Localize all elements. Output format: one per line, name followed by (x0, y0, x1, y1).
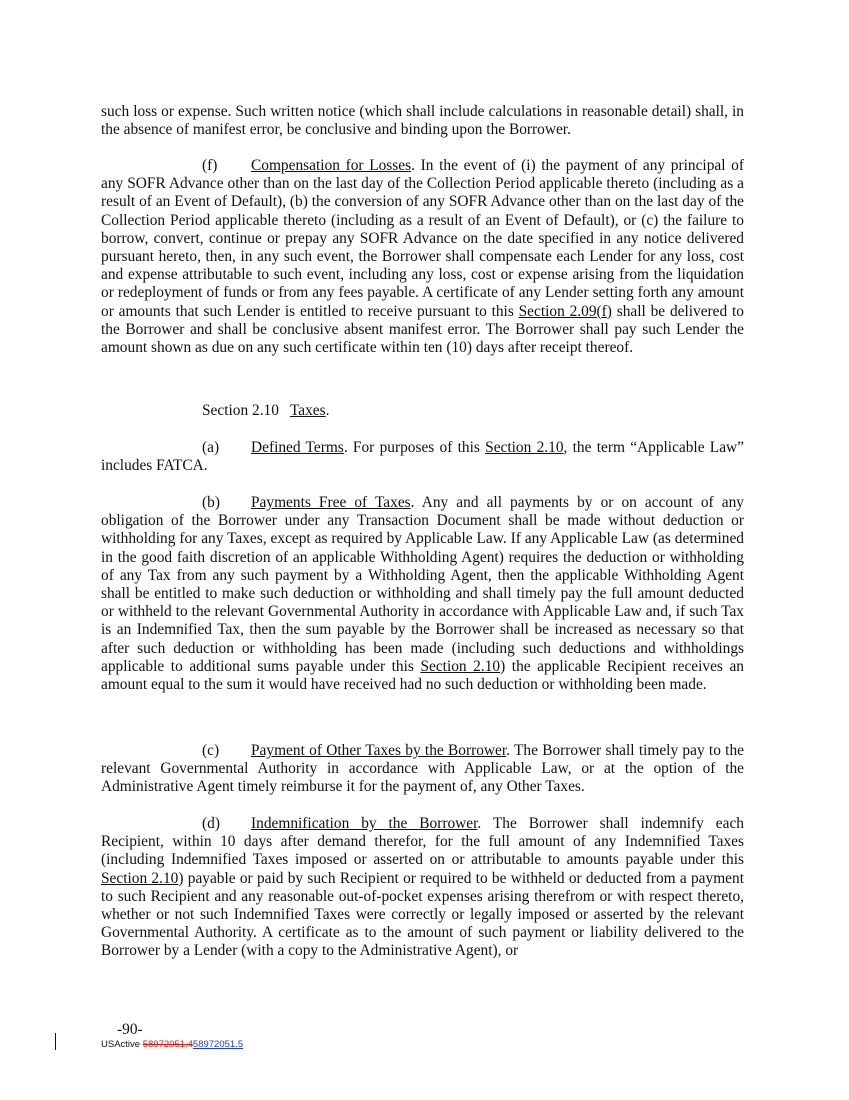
page-number: -90- (117, 1021, 143, 1038)
section-title: Taxes (289, 402, 326, 419)
continuation-paragraph (101, 103, 744, 139)
document-id-inserted: 58972051.5 (192, 1039, 244, 1050)
paragraph-c-heading: Payment of Other Taxes by the Borrower (251, 742, 507, 759)
paragraph-d-number: (d) (202, 815, 220, 832)
paragraph-a-text-1: . For purposes of this (343, 439, 486, 456)
continuation-text: such loss or expense. Such written notice (which shall include calculations in reasonable detail) shall, in the absence of manifest error, be conclusive and binding upon the Borrower. (101, 103, 744, 139)
paragraph-f-section-ref: Section 2.09(f) (518, 302, 612, 320)
paragraph-b-text-1: . Any and all payments by or on account of any obligation of the Borrower under any Transaction Document shall be made without deduction or withholding for any Taxes, except as required by Applicable Law. If any Applicable Law (as determined in the good faith discretion of an applicable Withholding Agent) requires the deduction or withholding of any Tax from any such payment by a Withholding Agent, then the applicable Withholding Agent shall be entitled to make such deduction or withholding and shall timely pay the full amount deducted or withheld to the relevant Governmental Authority in accordance with Applicable Law and, if such Tax is an Indemnified Tax, then the sum payable by the Borrower shall be increased as necessary so that after such deduction or withholding has been made (including such deductions and withholdings applicable to additional sums payable under this (101, 494, 744, 675)
paragraph-a-text-2: , the term “Applicable Law” includes FATCA. (101, 439, 744, 475)
paragraph-b-heading: Payments Free of Taxes (251, 494, 411, 511)
document-id (101, 1039, 243, 1051)
paragraph-d-text-2: ) payable or paid by such Recipient or required to be withheld or deducted from a payment to such Recipient and any reasonable out-of-pocket expenses arising therefrom or with respect thereto, whether or not such Indemnified Taxes were correctly or legally imposed or asserted by the relevant Governmental Authority. A certificate as to the amount of such payment or liability delivered to the Borrower by a Lender (with a copy to the Administrative Agent), or (101, 869, 744, 960)
paragraph-d-text-1: . The Borrower shall indemnify each Recipient, within 10 days after demand therefor, for the full amount of any Indemnified Taxes (including Indemnified Taxes imposed or asserted on or attributable to amounts payable under this (101, 815, 744, 869)
paragraph-c-text-1: . The Borrower shall timely pay to the relevant Governmental Authority in accordance with Applicable Law, or at the option of the Administrative Agent timely reimburse it for the payment of, any Other Taxes. (101, 742, 744, 796)
revision-change-bar (55, 1033, 56, 1050)
paragraph-a (101, 439, 744, 475)
paragraph-d-heading: Indemnification by the Borrower (251, 815, 478, 832)
section-heading (202, 402, 330, 420)
paragraph-d-section-ref: Section 2.10 (101, 869, 179, 887)
paragraph-b-text-2: ) the applicable Recipient receives an amount equal to the sum it would have received had no such deduction or withholding been made. (101, 657, 744, 694)
section-number: Section 2.10 (202, 402, 279, 419)
paragraph-f-heading: Compensation for Losses (251, 157, 412, 174)
paragraph-b-section-ref: Section 2.10 (420, 657, 501, 675)
paragraph-a-section-ref: Section 2.10 (485, 439, 564, 456)
paragraph-a-number: (a) (202, 439, 220, 456)
paragraph-f-text-2: shall be delivered to the Borrower and shall be conclusive absent manifest error. The Borrower shall pay such Lender the amount shown as due on any such certificate within ten (10) days after receipt thereof. (101, 302, 744, 357)
paragraph-f-text-1: . In the event of (i) the payment of any principal of any SOFR Advance other than on the last day of the Collection Period applicable thereto (including as a result of an Event of Default), (b) the conversion of any SOFR Advance other than on the last day of the Collection Period applicable thereto (including as a result of an Event of Default), or (c) the failure to borrow, convert, continue or prepay any SOFR Advance on the date specified in any notice delivered pursuant hereto, then, in any such event, the Borrower shall compensate each Lender for any loss, cost and expense attributable to such event, including any loss, cost or expense arising from the liquidation or redeployment of funds or from any fees payable. A certificate of any Lender setting forth any amount or amounts that such Lender is entitled to receive pursuant to this (101, 157, 744, 320)
paragraph-b-number: (b) (202, 494, 220, 511)
paragraph-a-heading: Defined Terms (251, 439, 344, 456)
document-id-deleted: 58972051.4 (142, 1039, 193, 1050)
paragraph-c (101, 742, 744, 797)
document-id-prefix: USActive (101, 1039, 143, 1050)
paragraph-b (101, 494, 744, 694)
section-title-period: . (325, 402, 330, 419)
paragraph-f-number: (f) (202, 157, 218, 174)
paragraph-f (101, 157, 744, 357)
paragraph-c-number: (c) (202, 742, 220, 759)
paragraph-d (101, 815, 744, 961)
